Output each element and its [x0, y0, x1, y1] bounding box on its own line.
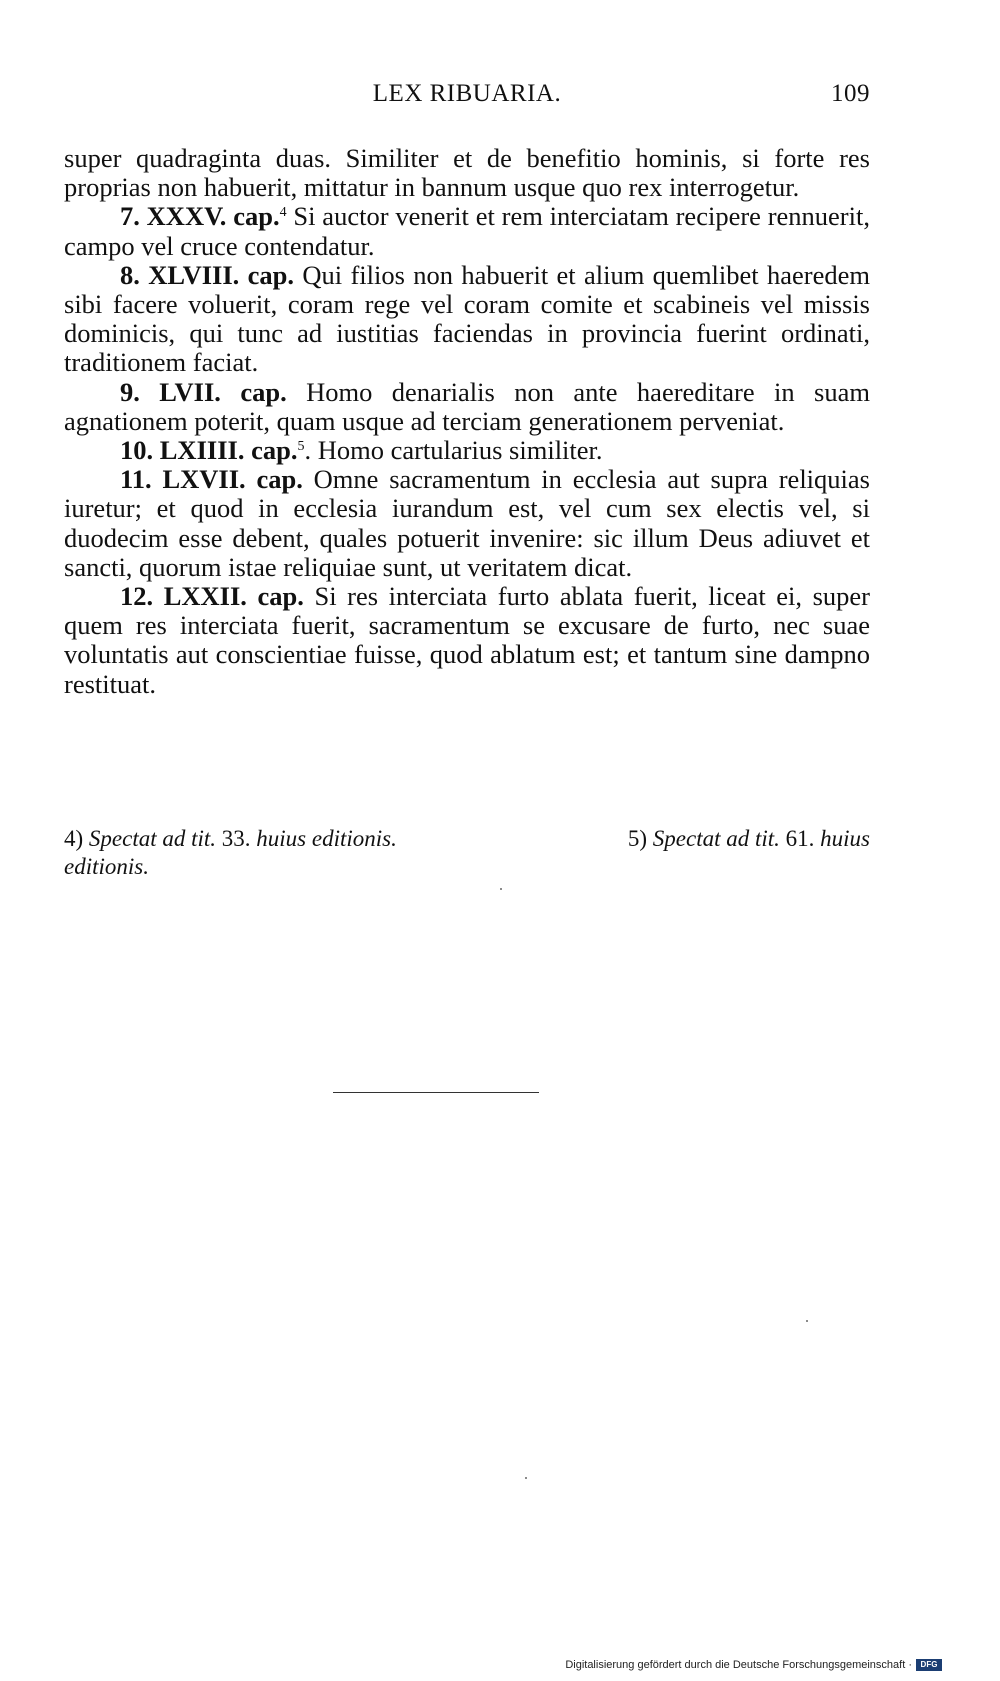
paragraph-section-8: [64, 261, 870, 378]
dfg-logo: DFG: [916, 1659, 942, 1671]
section-number: 8. XLVIII. cap.: [120, 259, 295, 290]
paragraph-text: . Homo cartularius similiter.: [304, 435, 603, 466]
footnote-4: [64, 825, 397, 853]
footnote-text: Spectat ad tit.: [88, 826, 217, 851]
body-text: [64, 144, 870, 699]
paragraph-text: Omne sacramentum in ecclesia aut supra reliquias iuretur; et quod in ecclesia iurandum est, vel cum sex electis vel, si duodecim esse debent, quales potuerit invenire: sic illum Deus adiuvet et sancti, quorum istae reliquiae sunt, ut veritatem dicat.: [64, 464, 870, 582]
paragraph-text: Qui filios non habuerit et alium quemlibet haeredem sibi facere voluerit, coram rege vel coram comite et scabineis vel missis dominicis, qui tunc ad iustitias faciendas in provincia fuerint ordinati, traditionem faciat.: [64, 259, 870, 378]
footnote-text: huius editionis.: [256, 826, 397, 851]
paragraph-text: super quadraginta duas. Similiter et de benefitio hominis, si forte res proprias non habuerit, mittatur in bannum usque quo rex interrogetur.: [64, 143, 870, 203]
footnote-text: Spectat ad tit.: [652, 826, 780, 851]
paragraph-section-9: [64, 378, 870, 436]
footnote-5-continuation: [64, 853, 870, 881]
footnote-marker: 5: [297, 439, 305, 455]
print-speck: [500, 888, 502, 890]
section-number: 12. LXXII. cap.: [120, 581, 304, 612]
paragraph-text: Si res interciata furto ablata fuerit, liceat ei, super quem res interciata fuerit, sacramentum se excusare de furto, nec suae voluntatis aut conscientiae fuisse, quod ablatum est; et tantum sine dampno restituat.: [64, 581, 870, 699]
print-speck: [806, 1320, 808, 1322]
footnote-title-number: 61.: [785, 826, 815, 851]
footnote-5: [628, 825, 870, 853]
section-number: 10. LXIIII. cap.: [120, 435, 298, 466]
running-head: [64, 80, 870, 112]
end-rule: [333, 1092, 539, 1093]
print-speck: [525, 1477, 527, 1479]
paragraph-text: Si auctor venerit et rem interciatam recipere rennuerit, campo vel cruce contendatur.: [64, 201, 870, 261]
footnote-mark: 4): [64, 826, 84, 851]
page-number: 109: [831, 80, 870, 107]
footnote-row: [64, 825, 870, 853]
footnote-text: editionis.: [64, 854, 149, 879]
section-number: 11. LXVII. cap.: [120, 464, 303, 495]
section-number: 7. XXXV. cap.: [120, 201, 280, 232]
paragraph-section-11: [64, 465, 870, 582]
footnote-marker: 4: [279, 205, 287, 221]
footnote-text: huius: [820, 826, 870, 851]
digitization-note: Digitalisierung gefördert durch die Deutsche Forschungsgemeinschaft ·: [565, 1659, 912, 1671]
footnote-mark: 5): [627, 826, 648, 851]
paragraph-section-12: [64, 582, 870, 699]
paragraph-continuation: [64, 144, 870, 202]
section-number: 9. LVII. cap.: [120, 376, 287, 407]
paragraph-section-10: [64, 436, 870, 465]
paragraph-section-7: [64, 202, 870, 260]
footnote-title-number: 33.: [221, 826, 251, 851]
paragraph-text: Homo denarialis non ante haereditare in suam agnationem poterit, quam usque ad terciam generationem perveniat.: [64, 376, 870, 436]
footnotes: [64, 825, 870, 881]
running-title: LEX RIBUARIA.: [372, 80, 562, 107]
